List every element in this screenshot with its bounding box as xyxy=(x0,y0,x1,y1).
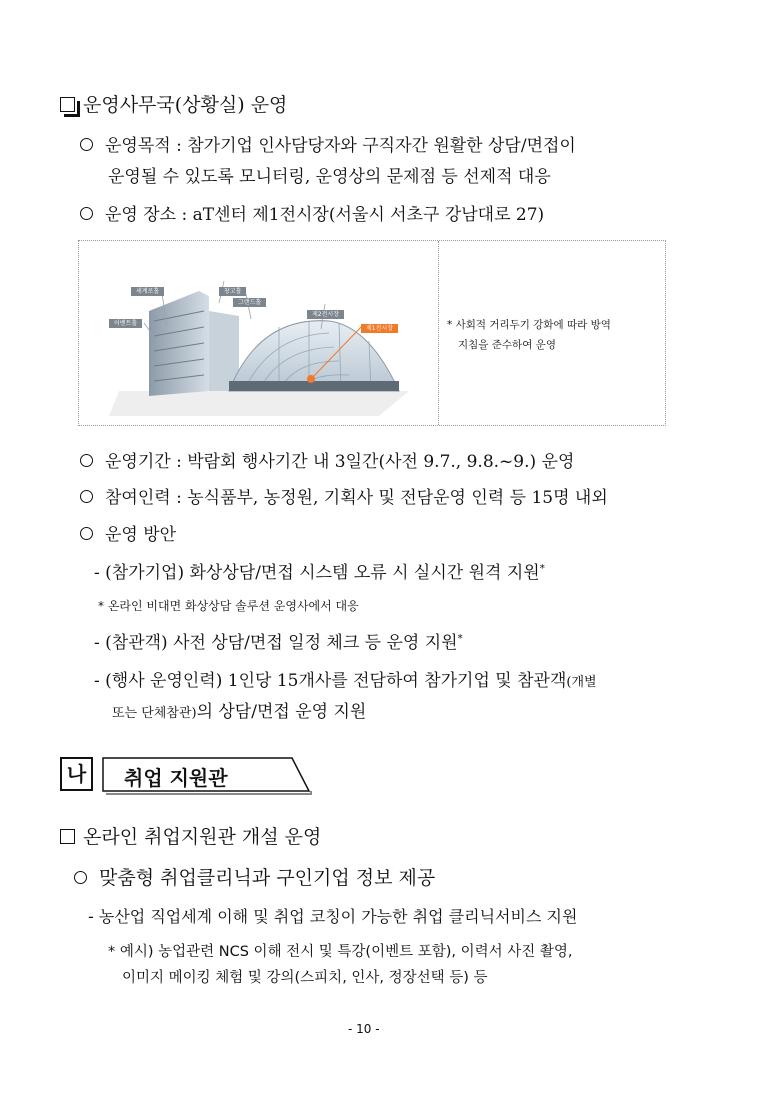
square-bullet-icon xyxy=(60,829,75,844)
clinic-note-line-2: 이미지 메이킹 체험 및 강의(스피치, 인사, 정장선택 등) 등 xyxy=(122,970,488,986)
plan-item-1-note: * 온라인 비대면 화상상담 솔루션 운영사에서 대응 xyxy=(98,599,359,613)
circle-bullet-icon xyxy=(80,527,93,540)
purpose-line-1: 운영목적 : 참가기업 인사담당자와 구직자간 원활한 상담/면접이 xyxy=(80,131,576,156)
venue-figure xyxy=(78,240,666,426)
label-tag: 세계로홀 xyxy=(131,287,164,296)
purpose-line-2: 운영될 수 있도록 모니터링, 운영상의 문제점 등 선제적 대응 xyxy=(108,167,551,187)
circle-bullet-icon xyxy=(80,490,93,503)
label-tag: 제2전시장 xyxy=(307,310,344,319)
label-tag: 그랜드홀 xyxy=(233,298,266,307)
building-illustration xyxy=(79,241,437,425)
plan-item-3-line-1: - (행사 운영인력) 1인당 15개사를 전담하여 참가기업 및 참관객(개별 xyxy=(94,671,597,691)
plan-item-1: - (참가기업) 화상상담/면접 시스템 오류 시 실시간 원격 지원* xyxy=(94,563,545,583)
figure-note-line-1: * 사회적 거리두기 강화에 따라 방역 xyxy=(447,319,611,331)
plan-title: 운영 방안 xyxy=(80,520,176,545)
period-line: 운영기간 : 박람회 행사기간 내 3일간(사전 9.7., 9.8.~9.) 운영 xyxy=(80,447,574,472)
figure-note xyxy=(439,241,665,425)
page-number: - 10 - xyxy=(348,1022,380,1036)
staff-line: 참여인력 : 농식품부, 농정원, 기획사 및 전담운영 인력 등 15명 내외 xyxy=(80,483,608,508)
section-letter-box: 나 xyxy=(60,757,93,791)
plan-item-2: - (참관객) 사전 상담/면접 일정 체크 등 운영 지원* xyxy=(94,633,463,653)
circle-bullet-icon xyxy=(80,138,93,151)
clinic-item: - 농산업 직업세계 이해 및 취업 코칭이 가능한 취업 클리닉서비스 지원 xyxy=(88,907,578,926)
section-heading-online: 온라인 취업지원관 개설 운영 xyxy=(60,822,321,849)
venue-illustration xyxy=(79,241,439,425)
clinic-note-line-1: * 예시) 농업관련 NCS 이해 전시 및 특강(이벤트 포함), 이력서 사진 촬영, xyxy=(108,944,573,960)
label-tag: 이벤트홀 xyxy=(109,319,142,328)
label-tag-highlight: 제1전시장 xyxy=(361,324,398,333)
sub-heading: 맞춤형 취업클리닉과 구인기업 정보 제공 xyxy=(74,863,435,890)
circle-bullet-icon xyxy=(80,454,93,467)
section-heading-ops-office: 운영사무국(상황실) 운영 xyxy=(60,90,287,117)
square-bullet-icon xyxy=(60,97,75,112)
circle-bullet-icon xyxy=(80,207,93,220)
place-line: 운영 장소 : aT센터 제1전시장(서울시 서초구 강남대로 27) xyxy=(80,200,544,225)
plan-item-3-line-2: 또는 단체참관)의 상담/면접 운영 지원 xyxy=(112,702,367,722)
label-tag: 창고홀 xyxy=(219,287,246,296)
section-title: 취업 지원관 xyxy=(124,766,228,790)
figure-note-line-2: 지침을 준수하여 운영 xyxy=(458,339,556,351)
circle-bullet-icon xyxy=(74,871,87,884)
